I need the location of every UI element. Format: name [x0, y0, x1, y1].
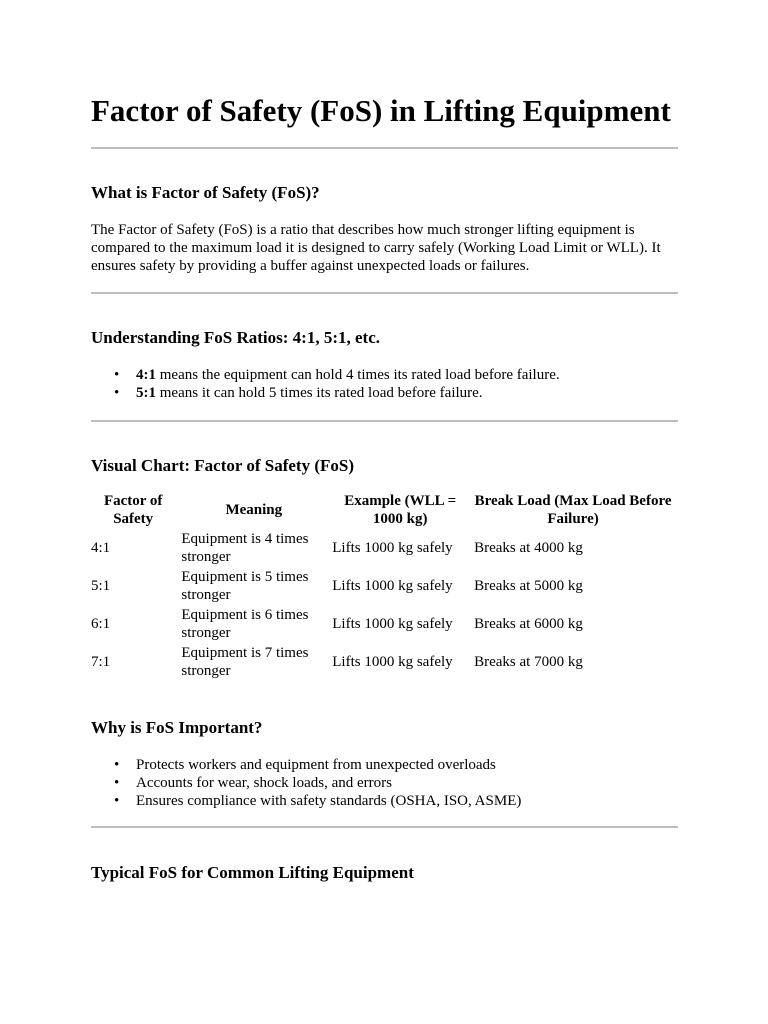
table-cell: Equipment is 4 times stronger — [181, 531, 309, 565]
list-item — [136, 384, 678, 402]
section-heading-importance: Why is FoS Important? — [91, 718, 263, 737]
ratio-term: 4:1 — [136, 367, 156, 383]
table-cell: Breaks at 4000 kg — [474, 540, 583, 556]
table-cell: Breaks at 6000 kg — [474, 616, 583, 632]
table-cell: 5:1 — [91, 578, 111, 594]
ratio-text: means it can hold 5 times its rated load before failure. — [156, 385, 483, 401]
table-row — [88, 529, 675, 567]
section-heading-typical: Typical FoS for Common Lifting Equipment — [91, 863, 414, 882]
column-header: Example (WLL = 1000 kg) — [344, 493, 457, 527]
section-heading-what: What is Factor of Safety (FoS)? — [91, 183, 320, 202]
table-cell: Breaks at 7000 kg — [474, 654, 583, 670]
table-cell: Breaks at 5000 kg — [474, 578, 583, 594]
table-row — [88, 643, 675, 681]
importance-list — [91, 756, 678, 810]
table-row — [88, 605, 675, 643]
ratio-list — [91, 366, 678, 402]
table-cell: 4:1 — [91, 540, 111, 556]
section-heading-ratios: Understanding FoS Ratios: 4:1, 5:1, etc. — [91, 328, 380, 347]
table-row — [88, 567, 675, 605]
table-cell: 7:1 — [91, 654, 111, 670]
divider — [91, 826, 678, 828]
divider — [91, 292, 678, 294]
divider — [91, 420, 678, 422]
table-cell: Lifts 1000 kg safely — [332, 540, 453, 556]
divider — [91, 147, 678, 149]
fos-table — [88, 491, 675, 681]
table-cell: Lifts 1000 kg safely — [332, 578, 453, 594]
column-header: Break Load (Max Load Before Failure) — [474, 493, 672, 527]
list-item: • Protects workers and equipment from unexpected overloads — [136, 756, 678, 774]
table-header-row — [88, 491, 675, 529]
list-item — [136, 366, 678, 384]
column-header: Factor of Safety — [103, 493, 163, 527]
ratio-term: 5:1 — [136, 385, 156, 401]
section-heading-chart: Visual Chart: Factor of Safety (FoS) — [91, 456, 354, 475]
table-cell: Equipment is 7 times stronger — [181, 645, 309, 679]
list-item: • Accounts for wear, shock loads, and errors — [136, 774, 678, 792]
table-cell: Lifts 1000 kg safely — [332, 616, 453, 632]
table-cell: Lifts 1000 kg safely — [332, 654, 453, 670]
page-title: Factor of Safety (FoS) in Lifting Equipment — [91, 93, 671, 128]
list-item: • Ensures compliance with safety standards (OSHA, ISO, ASME) — [136, 792, 678, 810]
table-cell: 6:1 — [91, 616, 111, 632]
table-cell: Equipment is 5 times stronger — [181, 569, 309, 603]
section-body-what: The Factor of Safety (FoS) is a ratio that describes how much stronger lifting equipment is compared to the maximum load it is designed to carry safely (Working Load Limit or WLL). It ensures safety by providing a buffer against unexpected loads or failures. — [91, 222, 661, 274]
column-header: Meaning — [225, 502, 283, 518]
table-cell: Equipment is 6 times stronger — [181, 607, 309, 641]
ratio-text: means the equipment can hold 4 times its rated load before failure. — [156, 367, 560, 383]
